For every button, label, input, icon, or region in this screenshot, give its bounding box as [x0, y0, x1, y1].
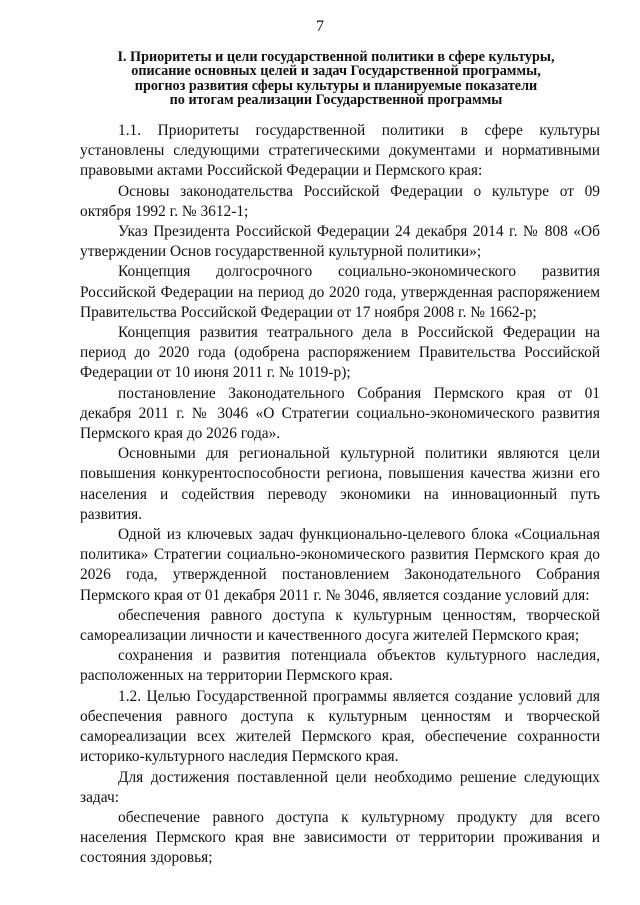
paragraph-longterm-concept: Концепция долгосрочного социально-экономического развития Российской Федерации на период до 2020 года, утвержденная распоряжением Правительства Российской Федерации от 17 ноября 2008 г. № 1662-р; [80, 263, 600, 321]
paragraph-key-task: Одной из ключевых задач функционально-целевого блока «Социальная политика» Стратегии социально-экономического развития Пермского края до 2026 года, утвержденной постановлением Законодательного Собрания Пермского края от 01 декабря 2011 г. № 3046, является создание условий для: [80, 526, 600, 604]
paragraph-regional-resolution: постановление Законодательного Собрания Пермского края от 01 декабря 2011 г. № 3046 «О Стратегии социально-экономического развития Пермского края до 2026 года». [80, 384, 600, 443]
paragraph-task-access: обеспечение равного доступа к культурному продукту для всего населения Пермского края вне зависимости от территории проживания и состояния здоровья; [80, 808, 600, 867]
paragraph-priorities-intro: 1.1. Приоритеты государственной политики в сфере культуры установлены следующими стратегическими документами и нормативными правовыми актами Российской Федерации и Пермского края: [80, 122, 600, 180]
section-heading [72, 50, 600, 108]
paragraph-tasks-intro: Для достижения поставленной цели необходимо решение следующих задач: [80, 768, 600, 806]
heading-line: I. Приоритеты и цели государственной политики в сфере культуры, [117, 49, 555, 65]
paragraph-program-goal: 1.2. Целью Государственной программы является создание условий для обеспечения равного доступа к культурным ценностям и творческой самореализации всех жителей Пермского края, обеспечение сохранности историко-культурного наследия Пермского края. [80, 687, 600, 766]
paragraph-equal-access: обеспечения равного доступа к культурным ценностям, творческой самореализации личности и качественного досуга жителей Пермского края; [80, 606, 600, 645]
heading-line: по итогам реализации Государственной программы [169, 92, 503, 109]
paragraph-theatre-concept: Концепция развития театрального дела в Российской Федерации на период до 2020 года (одобрена распоряжением Правительства Российской Федерации от 10 июня 2011 г. № 1019-р); [80, 324, 600, 382]
document-body [80, 121, 600, 869]
page-number: 7 [316, 18, 324, 35]
paragraph-heritage-preservation: сохранения и развития потенциала объектов культурного наследия, расположенных на территории Пермского края. [80, 647, 600, 685]
paragraph-culture-law: Основы законодательства Российской Федерации о культуре от 09 октября 1992 г. № 3612-1; [80, 182, 600, 220]
paragraph-regional-goals: Основными для региональной культурной политики являются цели повышения конкурентоспособности региона, повышения качества жизни его населения и содействия переводу экономики на инновационный путь развития. [80, 445, 600, 523]
heading-line: прогноз развития сферы культуры и планируемые показатели [134, 77, 538, 94]
paragraph-presidential-decree: Указ Президента Российской Федерации 24 декабря 2014 г. № 808 «Об утверждении Основ государственной культурной политики»; [80, 223, 600, 261]
heading-line: описание основных целей и задач Государственной программы, [131, 63, 541, 80]
